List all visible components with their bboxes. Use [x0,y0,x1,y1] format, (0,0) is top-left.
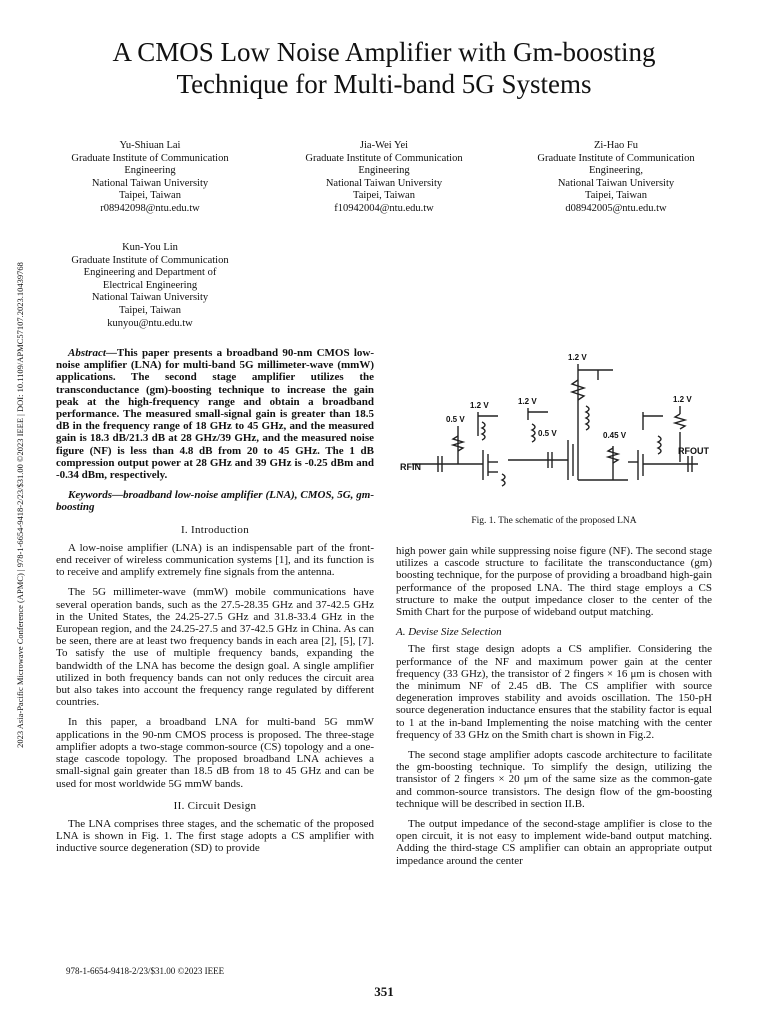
inductor-ls [502,474,505,486]
bias-label-1: 0.5 V [446,415,465,424]
title-line-1: A CMOS Low Noise Amplifier with Gm-boosting [112,37,656,67]
right-paragraph-4: The output impedance of the second-stage amplifier is close to the open circuit, it is not easy to implement wide-band output matching. Adding the third-stage CS amplifier can obtain an appropriate output impedance around the center [396,818,712,867]
author-affiliation: National Taiwan University [325,177,443,189]
title-line-2: Technique for Multi-band 5G Systems [176,69,592,99]
author-affiliation: Graduate Institute of Communication [537,152,695,164]
author-email[interactable]: f10942004@ntu.edu.tw [334,202,434,214]
copyright-footer: 978-1-6654-9418-2/23/$31.00 ©2023 IEEE [66,966,225,976]
author-affiliation: Graduate Institute of Communication [71,254,229,266]
bias-label-3: 0.45 V [603,431,627,440]
author-block-4 [40,242,260,330]
right-paragraph-3: The second stage amplifier adopts cascode architecture to facilitate the gm-boosting technique. To simplify the design, utilizing the transistor of 2 fingers × 20 μm of the same size as the common-gate and common-source transistors. The design flow of the gm-boosting technique will be described in section II.B. [396,749,712,810]
author-affiliation: Taipei, Taiwan [353,190,415,202]
author-affiliation: Graduate Institute of Communication [305,152,463,164]
intro-paragraph-1: A low-noise amplifier (LNA) is an indispensable part of the front-end receiver of wireless communication systems [1], and its function is to receive and amplify extremely fine signals from the antenna. [56,541,374,579]
author-affiliation: Graduate Institute of Communication [71,152,229,164]
right-paragraph-2: The first stage design adopts a CS amplifier. Considering the performance of the NF and maximum power gain at the center frequency (33 GHz), the transistor of 2 fingers × 16 μm is chosen with the minimum NF of 2.45 dB. The CS amplifier with source degeneration improves stability and avoids oscillation. The 150-pH source degeneration inductance ensures that the stability factor is equal to 1 at the in-band Implementing the noise matching with the center frequency of 33 GHz on the Smith chart is shown in Fig.2. [396,643,712,741]
author-affiliation: National Taiwan University [557,177,675,189]
author-email[interactable]: d08942005@ntu.edu.tw [565,202,667,214]
supply-label-2: 1.2 V [518,397,537,406]
author-name: Yu-Shiuan Lai [119,140,181,151]
author-affiliation: Engineering and Department of [83,267,217,279]
keywords [56,489,374,513]
intro-paragraph-3: In this paper, a broadband LNA for multi-band 5G mmW applications in the 90-nm CMOS process is proposed. The three-stage amplifier adopts a two-stage common-source (CS) topology and a one-stage cascode topology. The proposed broadband LNA achieves a small-signal gain greater than 18.5 dB from 18 to 45 GHz and can be used for most worldwide 5G mmW bands. [56,716,374,790]
supply-label-1: 1.2 V [568,353,587,362]
author-affiliation: Engineering [124,165,176,177]
intro-paragraph-2: The 5G millimeter-wave (mmW) mobile communications have several operation bands, such as the 27.5-28.35 GHz and 37-42.5 GHz in the United States, the 24.25-27.5 GHz and 31.8-33.4 GHz in the European region, and the 24.25-27.5 and 37-42.5 GHz in China. As can be seen, there are at least two frequency bands in each area [2], [5], [7]. To satisfy the use of multiple frequency bands, expanding the bandwidth of the LNA has become the design goal. A single amplifier utilized in both frequency bands can not only reduces the circuit area but also takes into account the frequency range regulated by different countries. [56,586,374,709]
inductor-lg1 [482,422,485,440]
rf-input-label: RFIN [400,462,421,472]
inductor-lg2 [532,424,535,442]
author-name: Zi-Hao Fu [593,140,639,151]
author-affiliation: National Taiwan University [91,177,209,189]
left-column [56,347,374,863]
rf-output-label: RFOUT [678,446,709,456]
right-column [396,545,712,875]
right-paragraph-1: high power gain while suppressing noise figure (NF). The second stage utilizes a cascode structure to facilitate the transconductance (gm) boosting technique, for the purpose of providing a broadband high-gain performance of the proposed LNA. The third stage employs a CS structure to make the output impedance closer to the center of the Smith Chart for the purpose of wideband output matching. [396,545,712,619]
author-affiliation: Taipei, Taiwan [585,190,647,202]
author-block-3 [506,140,726,216]
figure-caption: Fig. 1. The schematic of the proposed LNA [471,516,637,526]
section-heading-circuit-design: II. Circuit Design [173,799,257,812]
author-block-2 [274,140,494,216]
author-affiliation: Engineering [358,165,410,177]
author-affiliation: Electrical Engineering [102,279,198,291]
doi-sidebar: 2023 Asia-Pacific Microwave Conference (APMC) | 978-1-6654-9418-2/23/$31.00 ©2023 IEEE | DOI: 10.1109/APMC57107.2023.10439768 [15,262,25,748]
supply-label-4: 1.2 V [673,395,692,404]
abstract-label: Abstract [68,347,106,359]
section-heading-introduction: I. Introduction [180,523,250,536]
author-name: Jia-Wei Yei [359,140,409,151]
author-affiliation: National Taiwan University [91,292,209,304]
inductor-l14 [658,436,661,454]
lna-schematic-figure [398,350,716,510]
author-affiliation: Engineering, [589,165,643,177]
keywords-text: —broadband low-noise amplifier (LNA), CMOS, 5G, gm-boosting [56,489,374,514]
author-name: Kun-You Lin [122,242,178,253]
author-affiliation: Taipei, Taiwan [119,190,181,202]
bias-label-2: 0.5 V [538,429,557,438]
author-block-1 [40,140,260,216]
circuit-paragraph-1: The LNA comprises three stages, and the schematic of the proposed LNA is shown in Fig. 1. The first stage adopts a CS amplifier with inductive source degeneration (SD) to provide [56,817,374,855]
supply-label-3: 1.2 V [470,401,489,410]
paper-title [40,36,728,100]
abstract-text: —This paper presents a broadband 90-nm CMOS low-noise amplifier (LNA) for multi-band 5G millimeter-wave (mmW) applications. The second stage amplifier utilizes the transconductance (gm)-boosting technique to increase the gain peak at the high-frequency range and obtain a broadband performance. The measured small-signal gain is greater than 18.5 dB in the frequency range of 18 GHz to 45 GHz, and the measured gain is 18.3 dB/21.3 dB at 28 GHz/39 GHz, and the measured noise figure (NF) is less than 4.8 dB from 20 to 45 GHz. The 1 dB compression output power at 28 GHz and 39 GHz is -0.25 dBm and -0.34 dBm, respectively. [56,347,374,482]
resistor-r2 [675,414,685,429]
keywords-label: Keywords [68,489,112,502]
author-email[interactable]: kunyou@ntu.edu.tw [107,317,193,329]
page-number: 351 [374,984,394,999]
author-email[interactable]: r08942098@ntu.edu.tw [100,202,200,214]
author-affiliation: Taipei, Taiwan [119,304,181,316]
subsection-heading-a: A. Devise Size Selection [396,626,502,639]
abstract [56,347,374,481]
inductor-l11 [586,406,589,430]
